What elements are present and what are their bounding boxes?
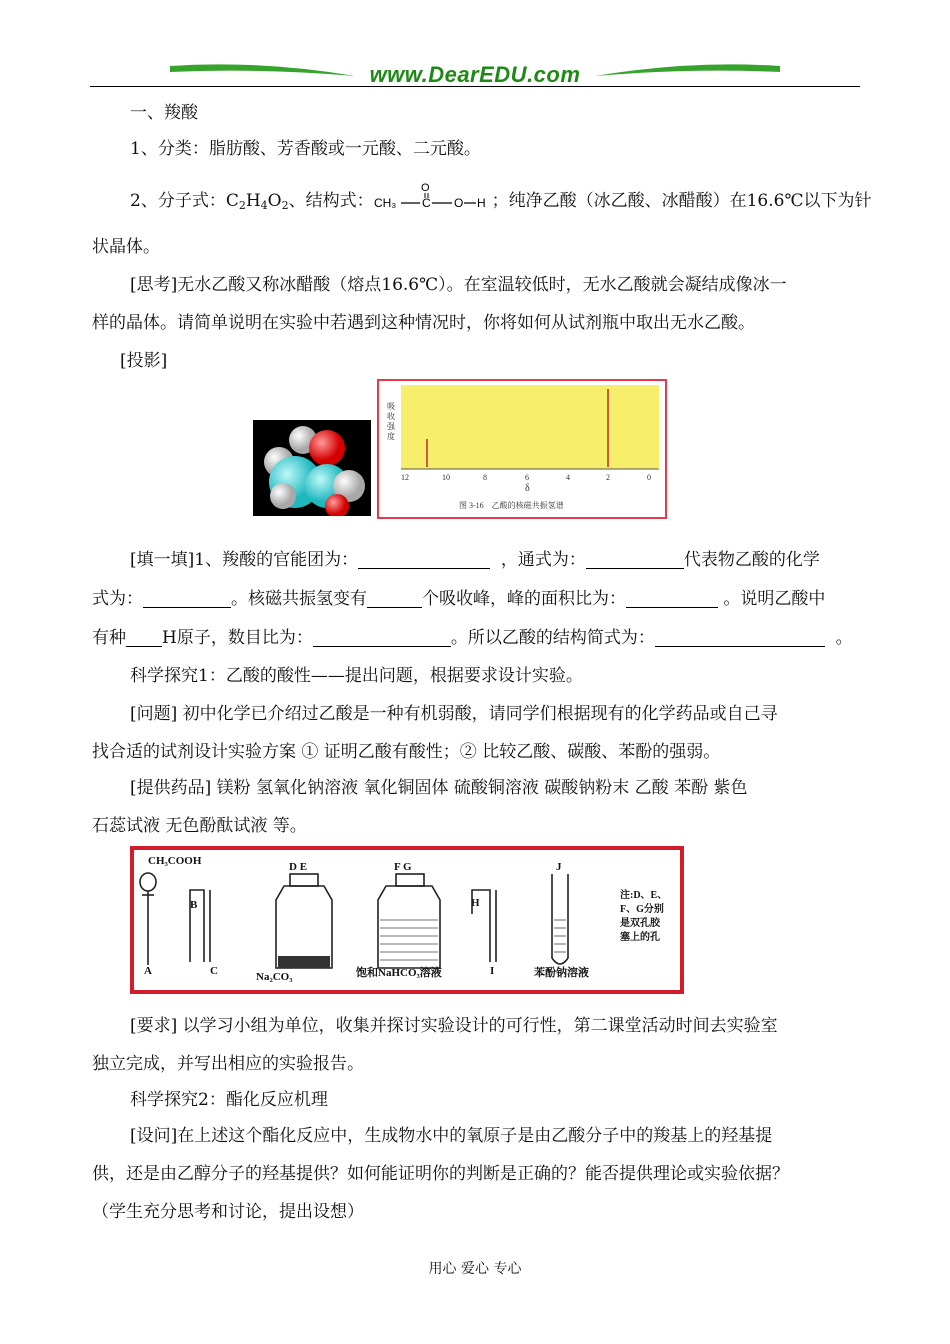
label-b: B — [190, 899, 198, 911]
hypothesis-line-2: 供，还是由乙醇分子的羟基提供？如何能证明你的判断是正确的？能否提供理论或实验依据？ — [92, 1164, 789, 1184]
label-h: H — [471, 897, 480, 909]
requirement-line-2: 独立完成，并写出相应的实验报告。 — [92, 1054, 364, 1074]
fill-line-1: [填一填]1、羧酸的官能团为： ，通式为： 代表物乙酸的化学 — [130, 550, 820, 570]
nmr-tick-0: 0 — [647, 473, 651, 482]
classification-paragraph: 1、分类：脂肪酸、芳香酸或一元酸、二元酸。 — [130, 139, 481, 159]
page-footer: 用心 爱心 专心 — [428, 1261, 522, 1277]
note-line-1: 注:D、E、 — [620, 890, 668, 901]
blank-h-kinds[interactable] — [126, 626, 162, 647]
label-a: A — [144, 965, 152, 977]
struct-c: C — [421, 196, 431, 210]
note-line-2: F、G分别 — [620, 904, 664, 915]
struct-h: H — [476, 196, 486, 210]
nmr-tick-10: 10 — [442, 473, 450, 482]
blank-area-ratio[interactable] — [626, 587, 718, 608]
question-line-2: 找合适的试剂设计实验方案 ① 证明乙酸有酸性；② 比较乙酸、碳酸、苯酚的强弱。 — [92, 742, 721, 762]
reagents-line-1: [提供药品] 镁粉 氢氧化钠溶液 氧化铜固体 硫酸铜溶液 碳酸钠粉末 乙酸 苯酚 紫色 — [130, 778, 748, 798]
nmr-tick-8: 8 — [483, 473, 487, 482]
blank-functional-group[interactable] — [358, 548, 490, 569]
na2co3-powder — [278, 956, 330, 968]
struct-o-top: O — [420, 182, 430, 194]
label-de: D E — [289, 861, 308, 873]
nmr-tick-2: 2 — [606, 473, 610, 482]
blank-structural-formula[interactable] — [655, 626, 825, 647]
blank-chemical-formula[interactable] — [143, 587, 231, 608]
section-title: 一、羧酸 — [130, 103, 198, 123]
blank-h-ratio[interactable] — [313, 626, 451, 647]
explore-1-heading: 科学探究1：乙酸的酸性——提出问题，根据要求设计实验。 — [130, 666, 583, 686]
nmr-tick-6: 6 — [525, 473, 529, 482]
note-line-3: 是双孔胶 — [620, 918, 660, 929]
reagents-line-2: 石蕊试液 无色酚酞试液 等。 — [92, 816, 307, 836]
label-j: J — [556, 861, 562, 873]
formula-paragraph-cont: 状晶体。 — [92, 237, 160, 257]
formula-paragraph: 2、分子式：$C_2H_4O_2$、结构式： CH₃ C O O H ；纯净乙酸（冰乙酸、冰醋酸）在16.6℃以下为针 — [130, 180, 900, 225]
nmr-ylabel-2: 收 — [387, 412, 395, 421]
struct-ch3: CH₃ — [373, 196, 396, 210]
note-line-4: 塞上的孔 — [620, 932, 660, 943]
nmr-ylabel-4: 度 — [387, 432, 395, 441]
acetic-acid-molecule-model — [253, 420, 371, 516]
label-nahco3: 饱和NaHCO₃溶液 — [356, 967, 442, 979]
label-na2co3: Na₂CO₃ — [256, 971, 293, 983]
nmr-spectrum-figure — [377, 379, 667, 519]
projection-label: [投影] — [120, 351, 168, 371]
apparatus-figure — [130, 846, 684, 994]
blank-general-formula[interactable] — [586, 548, 684, 569]
nmr-ylabel-1: 吸 — [387, 402, 395, 411]
fill-line-3: 有种 H原子，数目比为： 。所以乙酸的结构简式为： 。 — [92, 628, 853, 648]
label-i: I — [490, 965, 495, 977]
nmr-ylabel-3: 强 — [387, 422, 395, 431]
hypothesis-line-1: [设问]在上述这个酯化反应中，生成物水中的氧原子是由乙酸分子中的羧基上的羟基提 — [130, 1126, 773, 1146]
fill-line-2: 式为： 。核磁共振氢变有 个吸收峰，峰的面积比为： 。说明乙酸中 — [92, 589, 826, 609]
nmr-xlabel: δ — [525, 483, 530, 494]
header-rule — [90, 86, 860, 87]
think-paragraph-2: 样的晶体。请简单说明在实验中若遇到这种情况时，你将如何从试剂瓶中取出无水乙酸。 — [92, 313, 755, 333]
think-paragraph-1: [思考]无水乙酸又称冰醋酸（熔点16.6℃）。在室温较低时，无水乙酸就会凝结成像冰一 — [130, 275, 787, 295]
label-ch3cooh: CH₃COOH — [148, 855, 202, 867]
site-logo-text: www.DearEDU.com — [369, 62, 581, 87]
nmr-tick-4: 4 — [566, 473, 570, 482]
requirement-line-1: [要求] 以学习小组为单位，收集并探讨实验设计的可行性，第二课堂活动时间去实验室 — [130, 1016, 778, 1036]
label-phenolate: 苯酚钠溶液 — [534, 967, 589, 979]
question-line-1: [问题] 初中化学已介绍过乙酸是一种有机弱酸，请同学们根据现有的化学药品或自己寻 — [130, 704, 778, 724]
explore-2-heading: 科学探究2：酯化反应机理 — [130, 1090, 328, 1110]
label-c: C — [210, 965, 218, 977]
hypothesis-line-3: （学生充分思考和讨论，提出设想） — [92, 1202, 364, 1222]
nmr-caption: 图 3-16 乙酸的核磁共振氢谱 — [459, 501, 564, 510]
struct-o: O — [453, 196, 463, 210]
label-fg: F G — [394, 861, 412, 873]
acetic-acid-structure — [374, 180, 492, 216]
blank-peak-count[interactable] — [367, 587, 422, 608]
nmr-tick-12: 12 — [401, 473, 409, 482]
